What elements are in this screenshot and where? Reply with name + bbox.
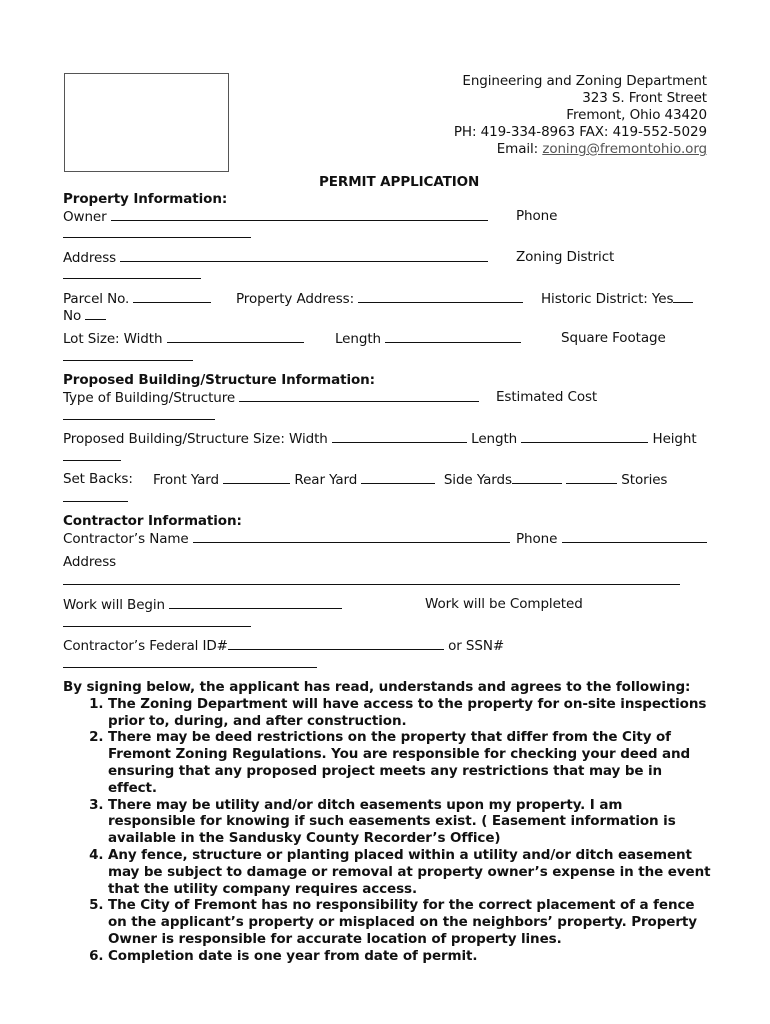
logo-placeholder-box xyxy=(64,73,229,172)
square-footage-field-line[interactable] xyxy=(63,360,193,361)
rear-yard-label: Rear Yard xyxy=(294,472,358,488)
address-label: Address xyxy=(63,250,117,266)
terms-section xyxy=(63,679,713,965)
work-begin-label: Work will Begin xyxy=(63,597,166,613)
historic-no-row xyxy=(63,307,106,325)
email-link[interactable]: zoning@fremontohio.org xyxy=(542,141,707,157)
terms-item: 1. The Zoning Department will have access to the property for on-site inspections prior to, during, and after construction. xyxy=(108,696,713,730)
building-width-field[interactable] xyxy=(332,430,467,443)
department-phone-fax: PH: 419-334-8963 FAX: 419-552-5029 xyxy=(453,124,707,140)
lot-width-label: Lot Size: Width xyxy=(63,331,163,347)
historic-no-label: No xyxy=(63,308,82,324)
parcel-no-field[interactable] xyxy=(133,290,211,303)
terms-item: 6. Completion date is one year from date of permit. xyxy=(108,948,713,965)
building-type-label: Type of Building/Structure xyxy=(63,390,236,406)
property-address-row xyxy=(236,290,523,308)
lot-width-field[interactable] xyxy=(167,330,304,343)
contractor-name-field[interactable] xyxy=(193,530,510,543)
stories-label: Stories xyxy=(621,472,668,488)
historic-district-row xyxy=(541,290,693,308)
terms-item: 2. There may be deed restrictions on the property that differ from the City of Fremont Zoning Regulations. You are responsible for checking your deed and ensuring that any proposed project meets any restrictions that may be in effect. xyxy=(108,729,713,796)
terms-item: 3. There may be utility and/or ditch easements upon my property. I am responsible for knowing if such easements exist. ( Easement information is available in the Sandusky County Recorder’s Office) xyxy=(108,797,713,847)
ssn-field-line[interactable] xyxy=(63,667,317,668)
rear-yard-field[interactable] xyxy=(361,471,435,484)
zoning-district-field-line[interactable] xyxy=(63,278,201,279)
contractor-heading: Contractor Information: xyxy=(63,513,242,529)
estimated-cost-field-line[interactable] xyxy=(63,419,215,420)
federal-id-label: Contractor’s Federal ID# xyxy=(63,638,228,654)
historic-no-field[interactable] xyxy=(85,307,106,320)
terms-item: 5. The City of Fremont has no responsibility for the correct placement of a fence on the applicant’s property or misplaced on the neighbors’ property. Property Owner is responsible for accurate location of property lines. xyxy=(108,897,713,947)
department-header xyxy=(454,73,707,158)
building-type-field[interactable] xyxy=(239,389,479,402)
zoning-district-label: Zoning District xyxy=(516,249,615,265)
owner-field[interactable] xyxy=(111,208,488,221)
contractor-phone-row xyxy=(516,530,707,548)
federal-id-row xyxy=(63,637,504,655)
estimated-cost-label: Estimated Cost xyxy=(496,389,598,405)
address-field[interactable] xyxy=(120,249,488,262)
form-title: PERMIT APPLICATION xyxy=(319,174,480,190)
lot-width-row xyxy=(63,330,304,348)
contractor-phone-label: Phone xyxy=(516,531,558,547)
work-begin-row xyxy=(63,596,342,614)
terms-intro: By signing below, the applicant has read, understands and agrees to the following: xyxy=(63,679,691,695)
federal-id-field[interactable] xyxy=(228,637,444,650)
phone-field-line[interactable] xyxy=(63,237,251,238)
historic-yes-field[interactable] xyxy=(673,290,693,303)
historic-district-label: Historic District: Yes xyxy=(541,291,674,307)
department-email-row xyxy=(454,141,707,158)
parcel-no-label: Parcel No. xyxy=(63,291,130,307)
ssn-label: or SSN# xyxy=(448,638,505,654)
lot-length-label: Length xyxy=(335,331,381,347)
contractor-address-field-line[interactable] xyxy=(63,584,680,585)
property-address-field[interactable] xyxy=(358,290,523,303)
stories-field-line[interactable] xyxy=(63,501,128,502)
department-city: Fremont, Ohio 43420 xyxy=(566,107,707,123)
owner-row xyxy=(63,208,488,226)
owner-label: Owner xyxy=(63,209,107,225)
setbacks-row xyxy=(153,471,667,489)
side-yards-label: Side Yards xyxy=(443,472,512,488)
square-footage-label: Square Footage xyxy=(561,330,666,346)
contractor-name-label: Contractor’s Name xyxy=(63,531,189,547)
front-yard-field[interactable] xyxy=(223,471,290,484)
address-row xyxy=(63,249,488,267)
property-heading: Property Information: xyxy=(63,191,228,207)
front-yard-label: Front Yard xyxy=(153,472,219,488)
building-length-label: Length xyxy=(471,431,518,447)
terms-list xyxy=(63,696,713,965)
work-completed-field-line[interactable] xyxy=(63,626,251,627)
property-address-label: Property Address: xyxy=(236,291,355,307)
department-name: Engineering and Zoning Department xyxy=(462,73,707,89)
side-yard-field-2[interactable] xyxy=(566,471,617,484)
lot-length-field[interactable] xyxy=(385,330,521,343)
email-label: Email: xyxy=(496,141,543,157)
property-phone-label: Phone xyxy=(516,208,558,224)
contractor-address-label: Address xyxy=(63,554,117,570)
setbacks-label: Set Backs: xyxy=(63,471,133,487)
contractor-phone-field[interactable] xyxy=(562,530,707,543)
terms-item: 4. Any fence, structure or planting placed within a utility and/or ditch easement may be subject to damage or removal at property owner’s expense in the event that the utility company requires access. xyxy=(108,847,713,897)
lot-length-row xyxy=(335,330,521,348)
building-height-field-line[interactable] xyxy=(63,460,121,461)
building-size-row xyxy=(63,430,697,448)
parcel-row xyxy=(63,290,211,308)
building-height-label: Height xyxy=(652,431,697,447)
department-street: 323 S. Front Street xyxy=(582,90,707,106)
building-length-field[interactable] xyxy=(521,430,648,443)
building-heading: Proposed Building/Structure Information: xyxy=(63,372,375,388)
work-begin-field[interactable] xyxy=(169,596,342,609)
work-completed-label: Work will be Completed xyxy=(425,596,583,612)
contractor-name-row xyxy=(63,530,510,548)
side-yard-field-1[interactable] xyxy=(512,471,562,484)
building-type-row xyxy=(63,389,479,407)
building-width-label: Proposed Building/Structure Size: Width xyxy=(63,431,328,447)
